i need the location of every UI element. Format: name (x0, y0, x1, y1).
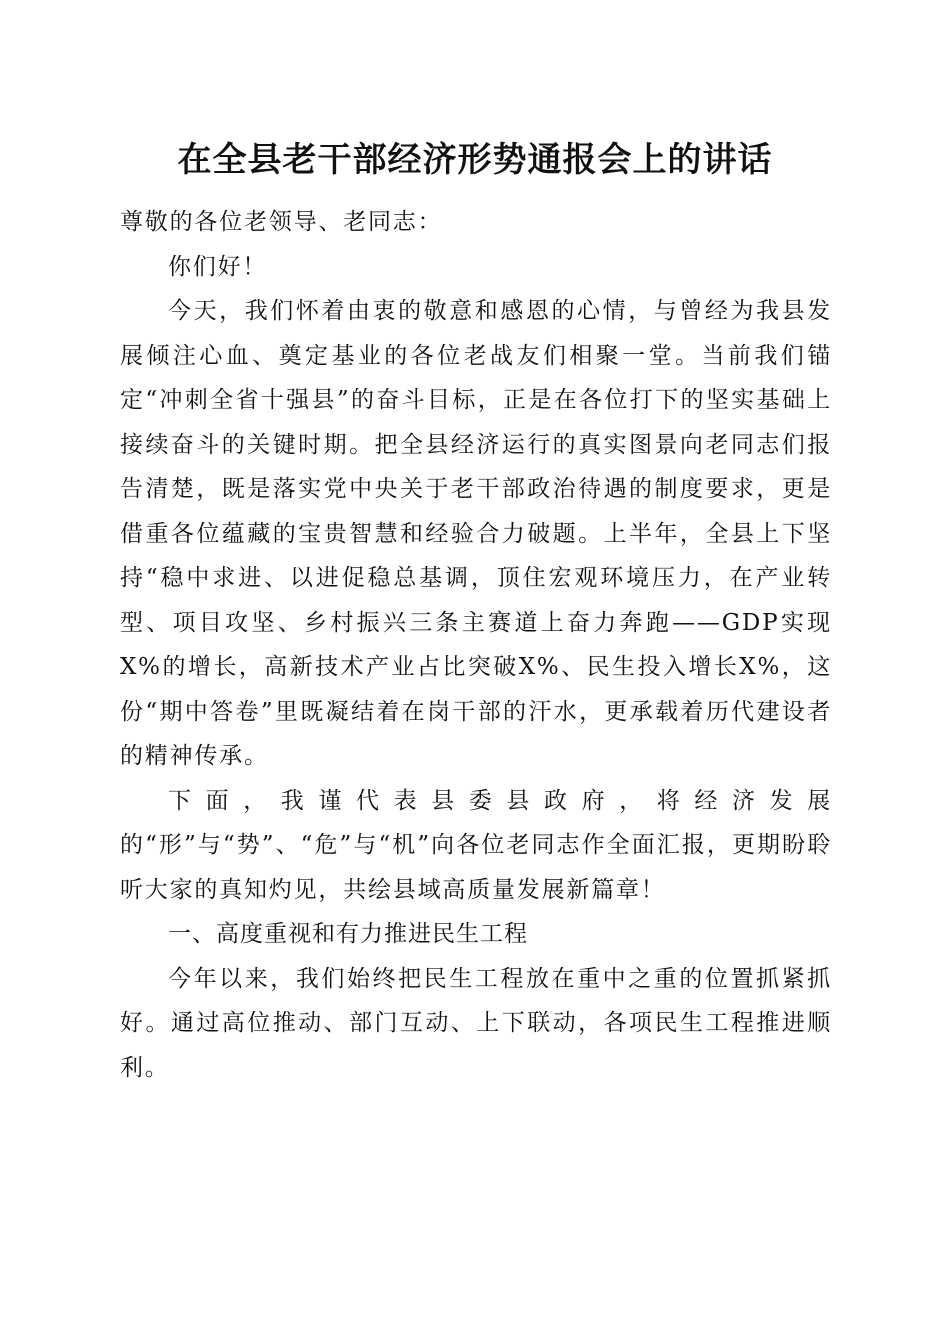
section-heading: 一、高度重视和有力推进民生工程 (168, 921, 528, 947)
document-title: 在全县老干部经济形势通报会上的讲话 (177, 140, 773, 180)
greeting: 你们好！ (168, 253, 268, 280)
section-paragraph: 今年以来，我们始终把民生工程放在重中之重的位置抓紧抓好。通过高位推动、部门互动、上下联动，各项民生工程推进顺利。 (120, 965, 832, 1081)
paragraph-opening: 今天，我们怀着由衷的敬意和感恩的心情，与曾经为我县发展倾注心血、奠定基业的各位老战友们相聚一堂。当前我们锚定“冲刺全省十强县”的奋斗目标，正是在各位打下的坚实基础上接续奋斗的关键时期。把全县经济运行的真实图景向老同志们报告清楚，既是落实党中央关于老干部政治待遇的制度要求，更是借重各位蕴藏的宝贵智慧和经验合力破题。上半年，全县上下坚持“稳中求进、以进促稳总基调，顶住宏观环境压力，在产业转型、项目攻坚、乡村振兴三条主赛道上奋力奔跑——GDP实现X%的增长，高新技术产业占比突破X%、民生投入增长X%，这份“期中答卷”里既凝结着在岗干部的汗水，更承载着历代建设者的精神传承。 (120, 298, 832, 769)
salutation: 尊敬的各位老领导、老同志： (120, 209, 443, 235)
document-body (120, 200, 832, 1090)
paragraph-report-intro: 下面，我谨代表县委县政府，将经济发展的“形”与“势”、“危”与“机”向各位老同志作全面汇报，更期盼聆听大家的真知灼见，共绘县域高质量发展新篇章！ (120, 787, 832, 903)
